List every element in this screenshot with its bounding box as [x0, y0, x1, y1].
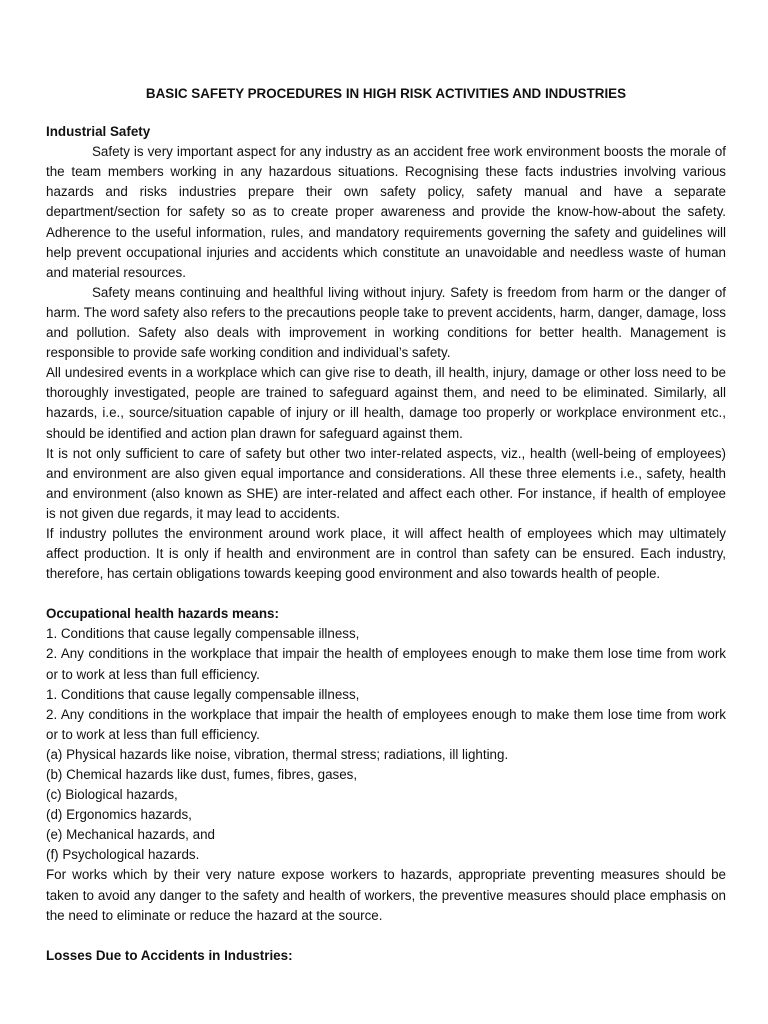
list-item: (b) Chemical hazards like dust, fumes, fibres, gases,: [46, 767, 358, 782]
list-item: (c) Biological hazards,: [46, 787, 178, 803]
paragraph: If industry pollutes the environment around work place, it will affect health of employees which may ultimately affect production. It is only if health and environment are in control than safety can be ensured. Each industry, therefore, has certain obligations towards keeping good environment and also towards health of people.: [46, 525, 726, 582]
paragraph: It is not only sufficient to care of safety but other two inter-related aspects, viz., health (well-being of employees) and environment are also given equal importance and considerations. All these three elements i.e., safety, health and environment (also known as SHE) are inter-related and affect each other. For instance, if health of employee is not given due regards, it may lead to accidents.: [46, 445, 726, 521]
list-item: 1. Conditions that cause legally compensable illness,: [46, 686, 360, 702]
document-page: [46, 84, 726, 966]
list-item: (e) Mechanical hazards, and: [46, 827, 215, 843]
paragraph: For works which by their very nature expose workers to hazards, appropriate preventing measures should be taken to avoid any danger to the safety and health of workers, the preventive measures should place emphasis on the need to eliminate or reduce the hazard at the source.: [46, 867, 726, 923]
document-title: BASIC SAFETY PROCEDURES IN HIGH RISK ACTIVITIES AND INDUSTRIES: [145, 86, 627, 101]
spacer: [46, 926, 726, 946]
list-item: (a) Physical hazards like noise, vibration, thermal stress; radiations, ill lighting.: [46, 746, 509, 762]
list-item: (f) Psychological hazards.: [46, 847, 200, 863]
paragraph: All undesired events in a workplace which can give rise to death, ill health, injury, damage or other loss need to be thoroughly investigated, people are trained to safeguard against them, and need to be eliminated. Similarly, all hazards, i.e., source/situation capable of injury or ill health, damage too properly or workplace environment etc., should be identified and action plan drawn for safeguard against them.: [46, 365, 726, 441]
section-heading-losses: Losses Due to Accidents in Industries:: [46, 947, 293, 963]
list-item: (d) Ergonomics hazards,: [46, 807, 192, 823]
list-item: 1. Conditions that cause legally compensable illness,: [46, 626, 360, 642]
list-item: 2. Any conditions in the workplace that impair the health of employees enough to make them lose time from work or to work at less than full efficiency.: [46, 706, 726, 742]
section-heading-occupational-hazards: Occupational health hazards means:: [46, 606, 279, 622]
section-heading-industrial-safety: Industrial Safety: [46, 124, 151, 140]
list-item: 2. Any conditions in the workplace that impair the health of employees enough to make them lose time from work or to work at less than full efficiency.: [46, 646, 726, 682]
paragraph: Safety is very important aspect for any industry as an accident free work environment boosts the morale of the team members working in any hazardous situations. Recognising these facts industries involving various hazards and risks industries prepare their own safety policy, safety manual and have a separate department/section for safety so as to create proper awareness and provide the know-how-about the safety. Adherence to the useful information, rules, and mandatory requirements governing the safety and guidelines will help prevent occupational injuries and accidents which constitute an unavoidable and needless waste of human and material resources.: [46, 144, 726, 280]
spacer: [46, 584, 726, 604]
paragraph: Safety means continuing and healthful living without injury. Safety is freedom from harm or the danger of harm. The word safety also refers to the precautions people take to prevent accidents, harm, danger, damage, loss and pollution. Safety also deals with improvement in working conditions for better health. Management is responsible to provide safe working condition and individual’s safety.: [46, 284, 726, 361]
